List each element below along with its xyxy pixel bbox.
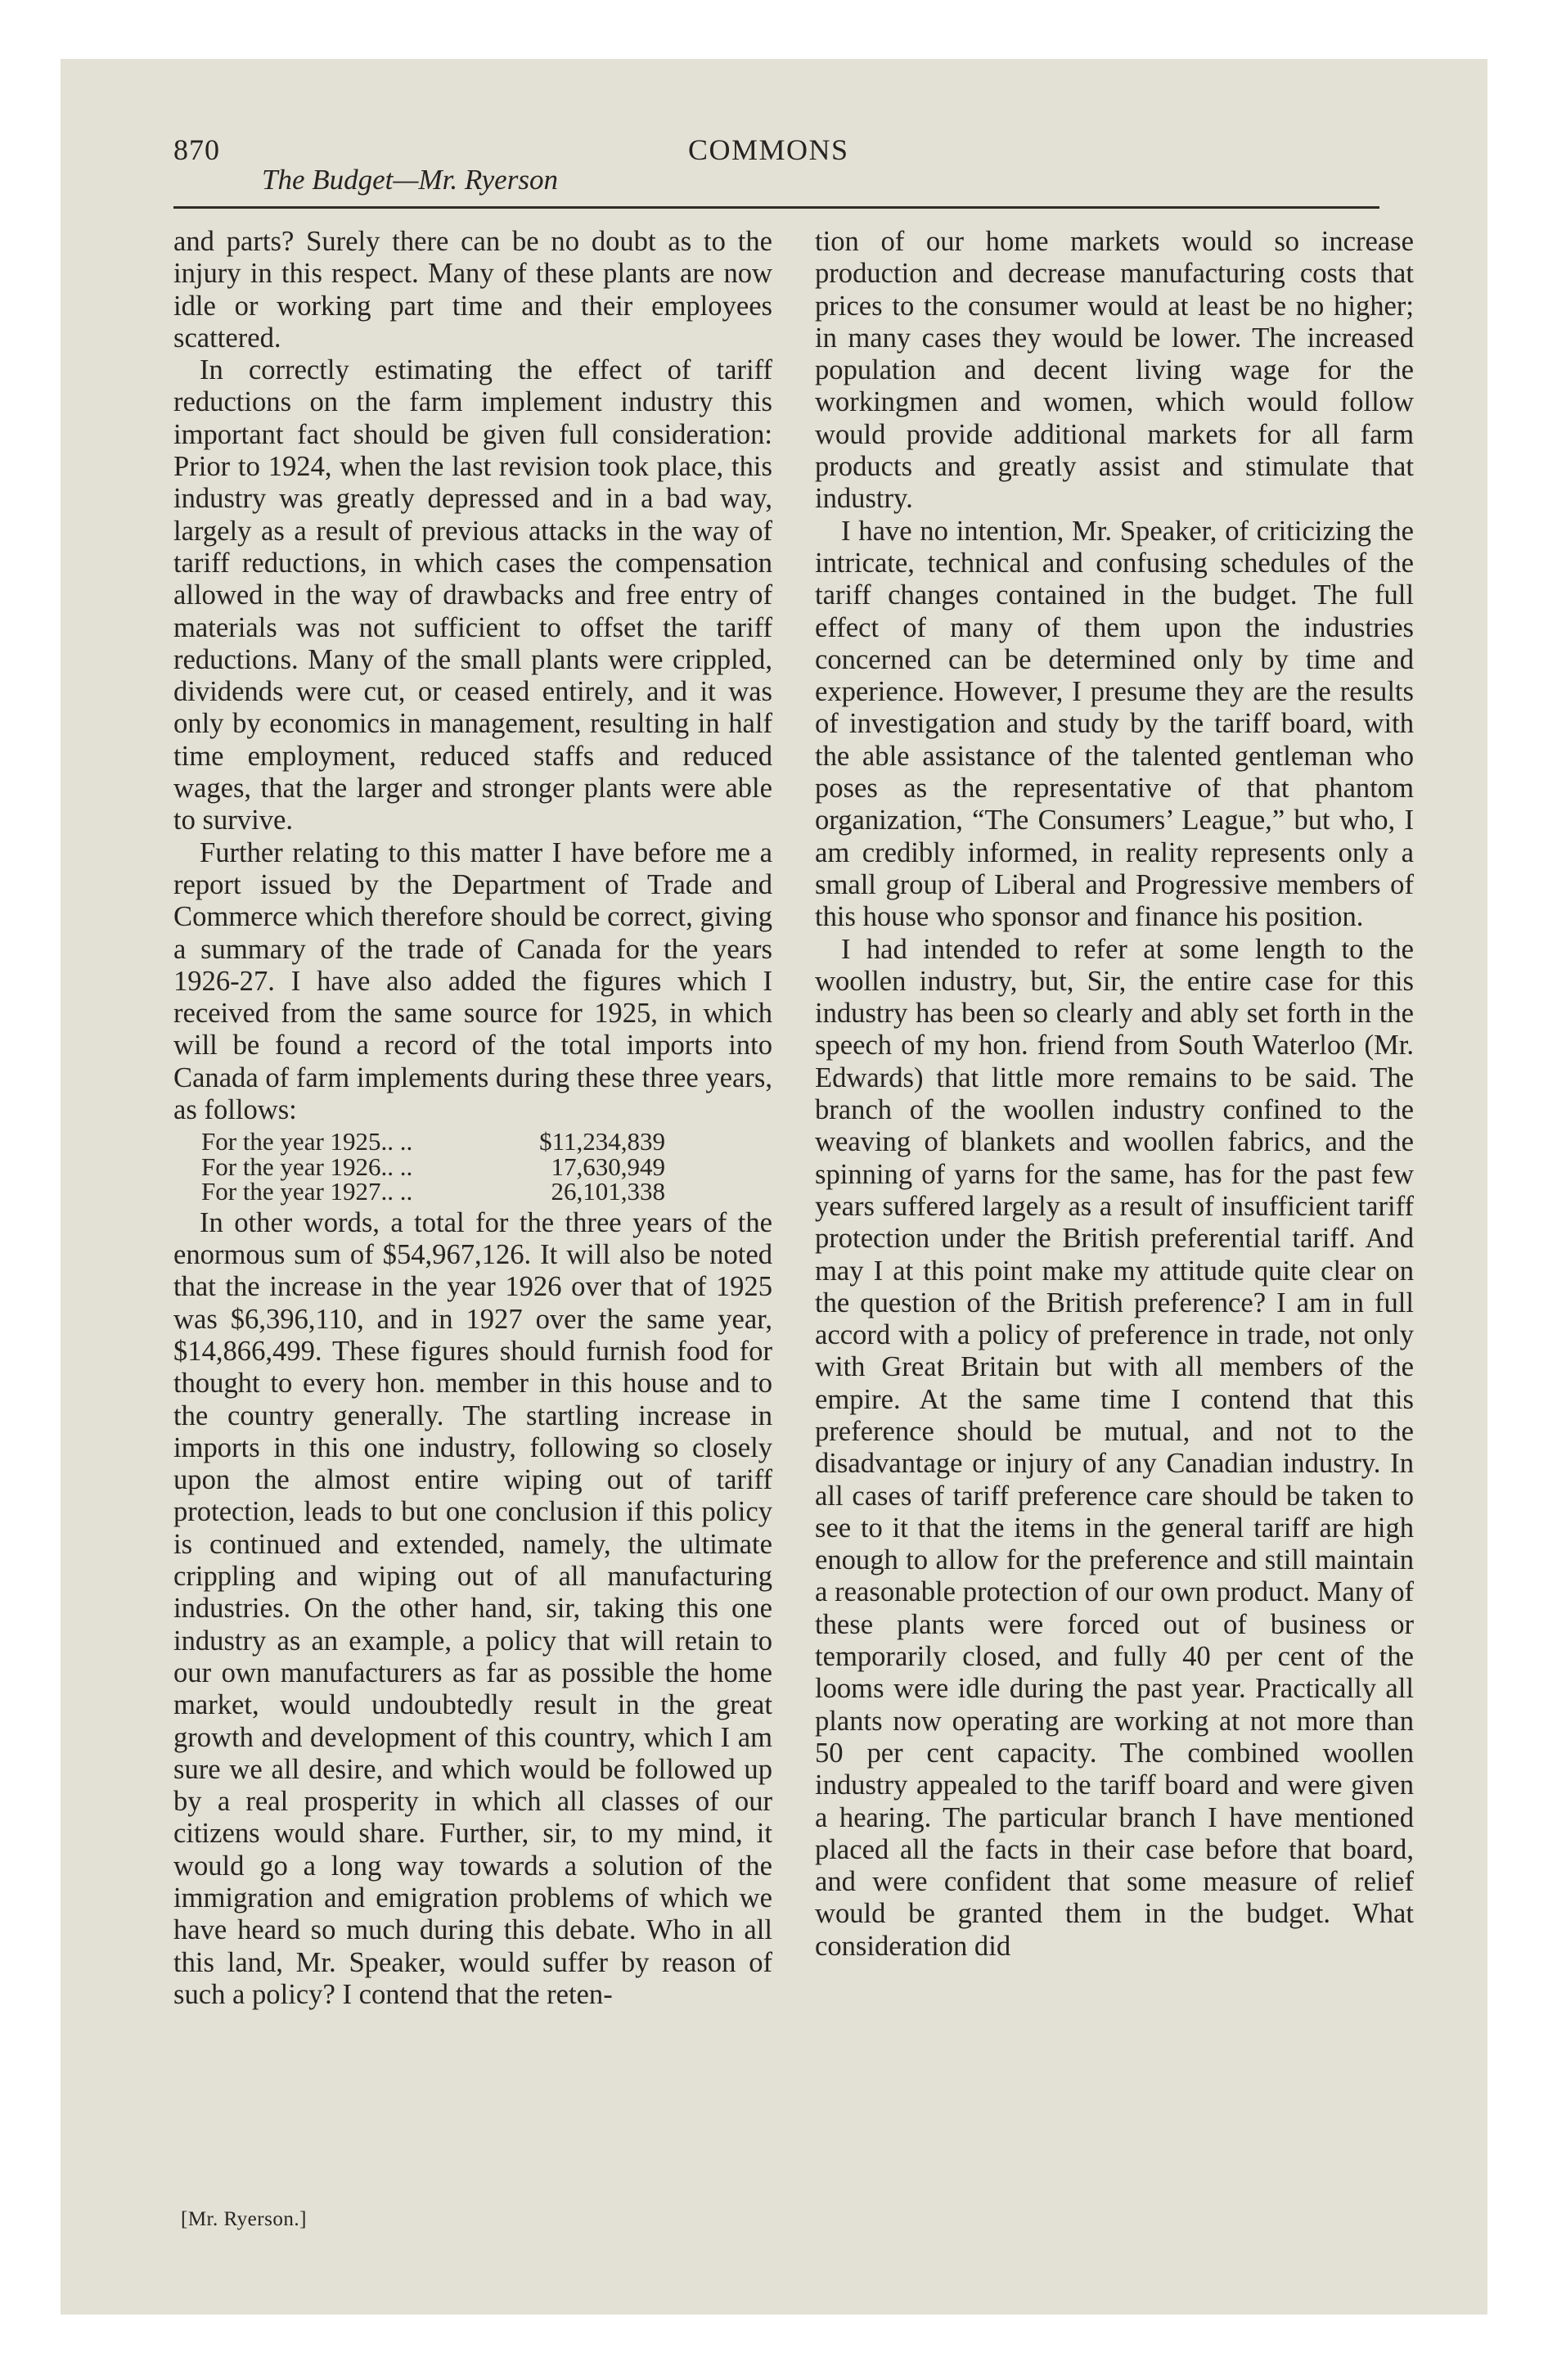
page-number: 870 [173,133,220,166]
left-column [173,226,772,2011]
imports-row [173,1129,772,1155]
speaker-tag: [Mr. Ryerson.] [181,2208,307,2230]
paragraph: In other words, a total for the three years of the enormous sum of $54,967,126. It will also be noted that the increase in the year 1926 over that of 1925 was $6,396,110, and in 1927 over the same year, $14,866,499. These figures should furnish food for thought to every hon. member in this house and to the country generally. The startling increase in imports in this one industry, following so closely upon the almost entire wiping out of tariff protection, leads to but one conclusion if this policy is continued and extended, namely, the ultimate crippling and wiping out of all manufacturing industries. On the other hand, sir, taking this one industry as an example, a policy that will retain to our own manufacturers as far as possible the home market, would undoubtedly result in the great growth and development of this country, which I am sure we all desire, and which would be followed up by a real prosperity in which all classes of our citizens would share. Further, sir, to my mind, it would go a long way towards a solution of the immigration and emigration problems of which we have heard so much during this debate. Who in all this land, Mr. Speaker, would suffer by reason of such a policy? I contend that the reten- [173,1206,772,2010]
imports-amount: 26,101,338 [551,1177,665,1206]
header-rule [173,206,1379,209]
hansard-page [61,59,1487,2315]
page-header [61,59,1487,223]
paragraph: tion of our home markets would so increase production and decrease manufacturing costs that prices to the consumer would at least be no higher; in many cases they would be lower. The increased population and decent living wage for the workingmen and women, which would follow would provide additional markets for all farm products and greatly assist and stimulate that industry. [815,226,1414,515]
imports-table [173,1129,772,1205]
imports-row [173,1152,772,1181]
paragraph: I have no intention, Mr. Speaker, of criticizing the intricate, technical and confusing schedules of the tariff changes contained in the budget. The full effect of many of them upon the industries concerned can be determined only by time and experience. However, I presume they are the results of investigation and study by the tariff board, with the able assistance of the talented gentleman who poses as the representative of that phantom organization, “The Consumers’ League,” but who, I am credibly informed, in reality represents only a small group of Liberal and Progressive members of this house who sponsor and finance his position. [815,515,1414,933]
imports-amount: $11,234,839 [539,1127,665,1156]
imports-year-label: For the year 1926.. .. [201,1152,413,1181]
running-title: The Budget—Mr. Ryerson [262,164,558,196]
imports-year-label: For the year 1927.. .. [201,1177,413,1206]
paragraph: I had intended to refer at some length to the woollen industry, but, Sir, the entire case for this industry has been so clearly and ably set forth in the speech of my hon. friend from South Waterloo (Mr. Edwards) that little more remains to be said. The branch of the woollen industry confined to the weaving of blankets and woollen fabrics, and the spinning of yarns for the same, has for the past few years suffered largely as a result of insufficient tariff protection under the British preferential tariff. And may I at this point make my attitude quite clear on the question of the British preference? I am in full accord with a policy of preference in trade, not only with Great Britain but with all members of the empire. At the same time I contend that this preference should be mutual, and not to the disadvantage or injury of any Canadian industry. In all cases of tariff preference care should be taken to see to it that the items in the general tariff are high enough to allow for the preference and still maintain a reasonable protection of our own product. Many of these plants were forced out of business or temporarily closed, and fully 40 per cent of the looms were idle during the past year. Practically all plants now operating are working at not more than 50 per cent capacity. The combined woollen industry appealed to the tariff board and were given a hearing. The particular branch I have mentioned placed all the facts in their case before that board, and were confident that some measure of relief would be granted them in the budget. What consideration did [815,933,1414,1962]
imports-row [173,1179,772,1205]
imports-year-label: For the year 1925.. .. [201,1127,413,1156]
section-title: COMMONS [688,133,849,166]
paragraph: Further relating to this matter I have before me a report issued by the Department of Trade and Commerce which therefore should be correct, giving a summary of the trade of Canada for the years 1926-27. I have also added the figures which I received from the same source for 1925, in which will be found a record of the total imports into Canada of farm implements during these three years, as follows: [173,836,772,1126]
paragraph: In correctly estimating the effect of tariff reductions on the farm implement industry this important fact should be given full consideration: Prior to 1924, when the last revision took place, this industry was greatly depressed and in a bad way, largely as a result of previous attacks in the way of tariff reductions, in which cases the compensation allowed in the way of drawbacks and free entry of materials was not sufficient to offset the tariff reductions. Many of the small plants were crippled, dividends were cut, or ceased entirely, and it was only by economics in management, resulting in half time employment, reduced staffs and reduced wages, that the larger and stronger plants were able to survive. [173,354,772,836]
imports-amount: 17,630,949 [551,1152,665,1181]
right-column [815,226,1414,1963]
paragraph: and parts? Surely there can be no doubt as to the injury in this respect. Many of these plants are now idle or working part time and their employees scattered. [173,226,772,354]
